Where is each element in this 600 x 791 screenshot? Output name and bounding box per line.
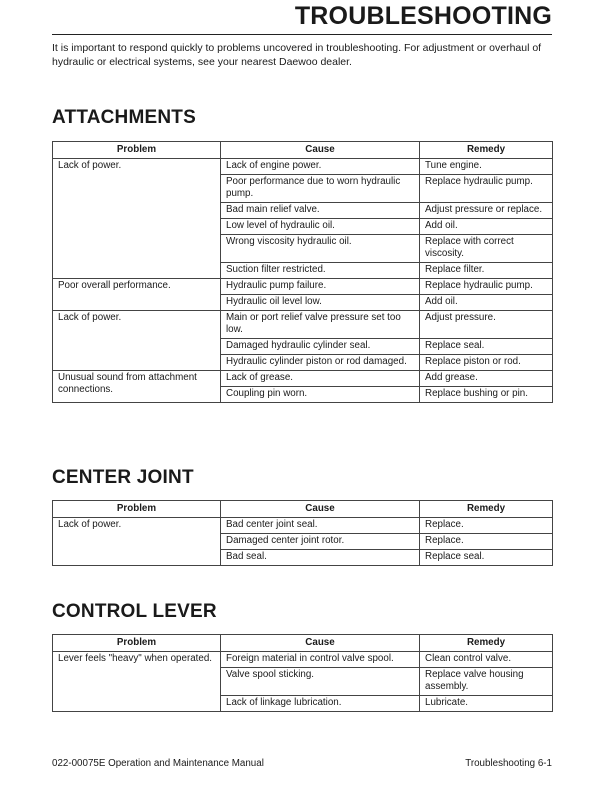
remedy-cell: Replace seal. (420, 550, 553, 566)
section-title-center-joint: CENTER JOINT (52, 467, 194, 488)
table-control-lever (52, 634, 553, 712)
table-center-joint (52, 500, 553, 566)
cause-cell: Bad seal. (221, 550, 420, 566)
table-row (53, 279, 553, 295)
problem-cell: Lack of power. (53, 159, 221, 279)
cause-cell: Valve spool sticking. (221, 668, 420, 696)
problem-cell: Lever feels "heavy" when operated. (53, 652, 221, 712)
cause-cell: Hydraulic cylinder piston or rod damaged. (221, 355, 420, 371)
remedy-cell: Adjust pressure. (420, 311, 553, 339)
table-row (53, 371, 553, 387)
table-row (53, 518, 553, 534)
remedy-cell: Clean control valve. (420, 652, 553, 668)
remedy-cell: Add oil. (420, 219, 553, 235)
remedy-cell: Add oil. (420, 295, 553, 311)
problem-cell: Unusual sound from attachment connections. (53, 371, 221, 403)
cause-cell: Lack of grease. (221, 371, 420, 387)
cause-cell: Bad main relief valve. (221, 203, 420, 219)
intro-paragraph: It is important to respond quickly to problems uncovered in troubleshooting. For adjustment or overhaul of hydraulic or electrical systems, see your nearest Daewoo dealer. (52, 42, 542, 68)
table-attachments (52, 141, 553, 403)
cause-cell: Suction filter restricted. (221, 263, 420, 279)
remedy-cell: Replace piston or rod. (420, 355, 553, 371)
table-header-row (53, 142, 553, 159)
column-header-remedy: Remedy (420, 142, 553, 159)
remedy-cell: Replace filter. (420, 263, 553, 279)
problem-cell: Poor overall performance. (53, 279, 221, 311)
cause-cell: Hydraulic pump failure. (221, 279, 420, 295)
problem-cell: Lack of power. (53, 311, 221, 371)
remedy-cell: Replace hydraulic pump. (420, 279, 553, 295)
page-title: TROUBLESHOOTING (294, 2, 552, 30)
cause-cell: Damaged hydraulic cylinder seal. (221, 339, 420, 355)
cause-cell: Damaged center joint rotor. (221, 534, 420, 550)
cause-cell: Wrong viscosity hydraulic oil. (221, 235, 420, 263)
column-header-remedy: Remedy (420, 635, 553, 652)
table-header-row (53, 501, 553, 518)
footer-manual-id: 022-00075E Operation and Maintenance Manual (52, 758, 264, 769)
remedy-cell: Replace. (420, 518, 553, 534)
remedy-cell: Tune engine. (420, 159, 553, 175)
section-title-attachments: ATTACHMENTS (52, 107, 196, 128)
footer-page-number: Troubleshooting 6-1 (465, 758, 552, 769)
remedy-cell: Replace. (420, 534, 553, 550)
column-header-cause: Cause (221, 501, 420, 518)
table-row (53, 652, 553, 668)
table-header-row (53, 635, 553, 652)
remedy-cell: Replace seal. (420, 339, 553, 355)
remedy-cell: Replace hydraulic pump. (420, 175, 553, 203)
problem-cell: Lack of power. (53, 518, 221, 566)
column-header-problem: Problem (53, 142, 221, 159)
cause-cell: Low level of hydraulic oil. (221, 219, 420, 235)
cause-cell: Main or port relief valve pressure set too low. (221, 311, 420, 339)
cause-cell: Bad center joint seal. (221, 518, 420, 534)
cause-cell: Lack of linkage lubrication. (221, 696, 420, 712)
section-title-control-lever: CONTROL LEVER (52, 601, 217, 622)
column-header-problem: Problem (53, 501, 221, 518)
title-rule (52, 34, 552, 35)
cause-cell: Lack of engine power. (221, 159, 420, 175)
column-header-remedy: Remedy (420, 501, 553, 518)
remedy-cell: Replace valve housing assembly. (420, 668, 553, 696)
remedy-cell: Replace with correct viscosity. (420, 235, 553, 263)
table-row (53, 159, 553, 175)
column-header-problem: Problem (53, 635, 221, 652)
remedy-cell: Add grease. (420, 371, 553, 387)
remedy-cell: Replace bushing or pin. (420, 387, 553, 403)
remedy-cell: Lubricate. (420, 696, 553, 712)
column-header-cause: Cause (221, 142, 420, 159)
cause-cell: Poor performance due to worn hydraulic pump. (221, 175, 420, 203)
cause-cell: Foreign material in control valve spool. (221, 652, 420, 668)
column-header-cause: Cause (221, 635, 420, 652)
remedy-cell: Adjust pressure or replace. (420, 203, 553, 219)
table-row (53, 311, 553, 339)
cause-cell: Hydraulic oil level low. (221, 295, 420, 311)
cause-cell: Coupling pin worn. (221, 387, 420, 403)
